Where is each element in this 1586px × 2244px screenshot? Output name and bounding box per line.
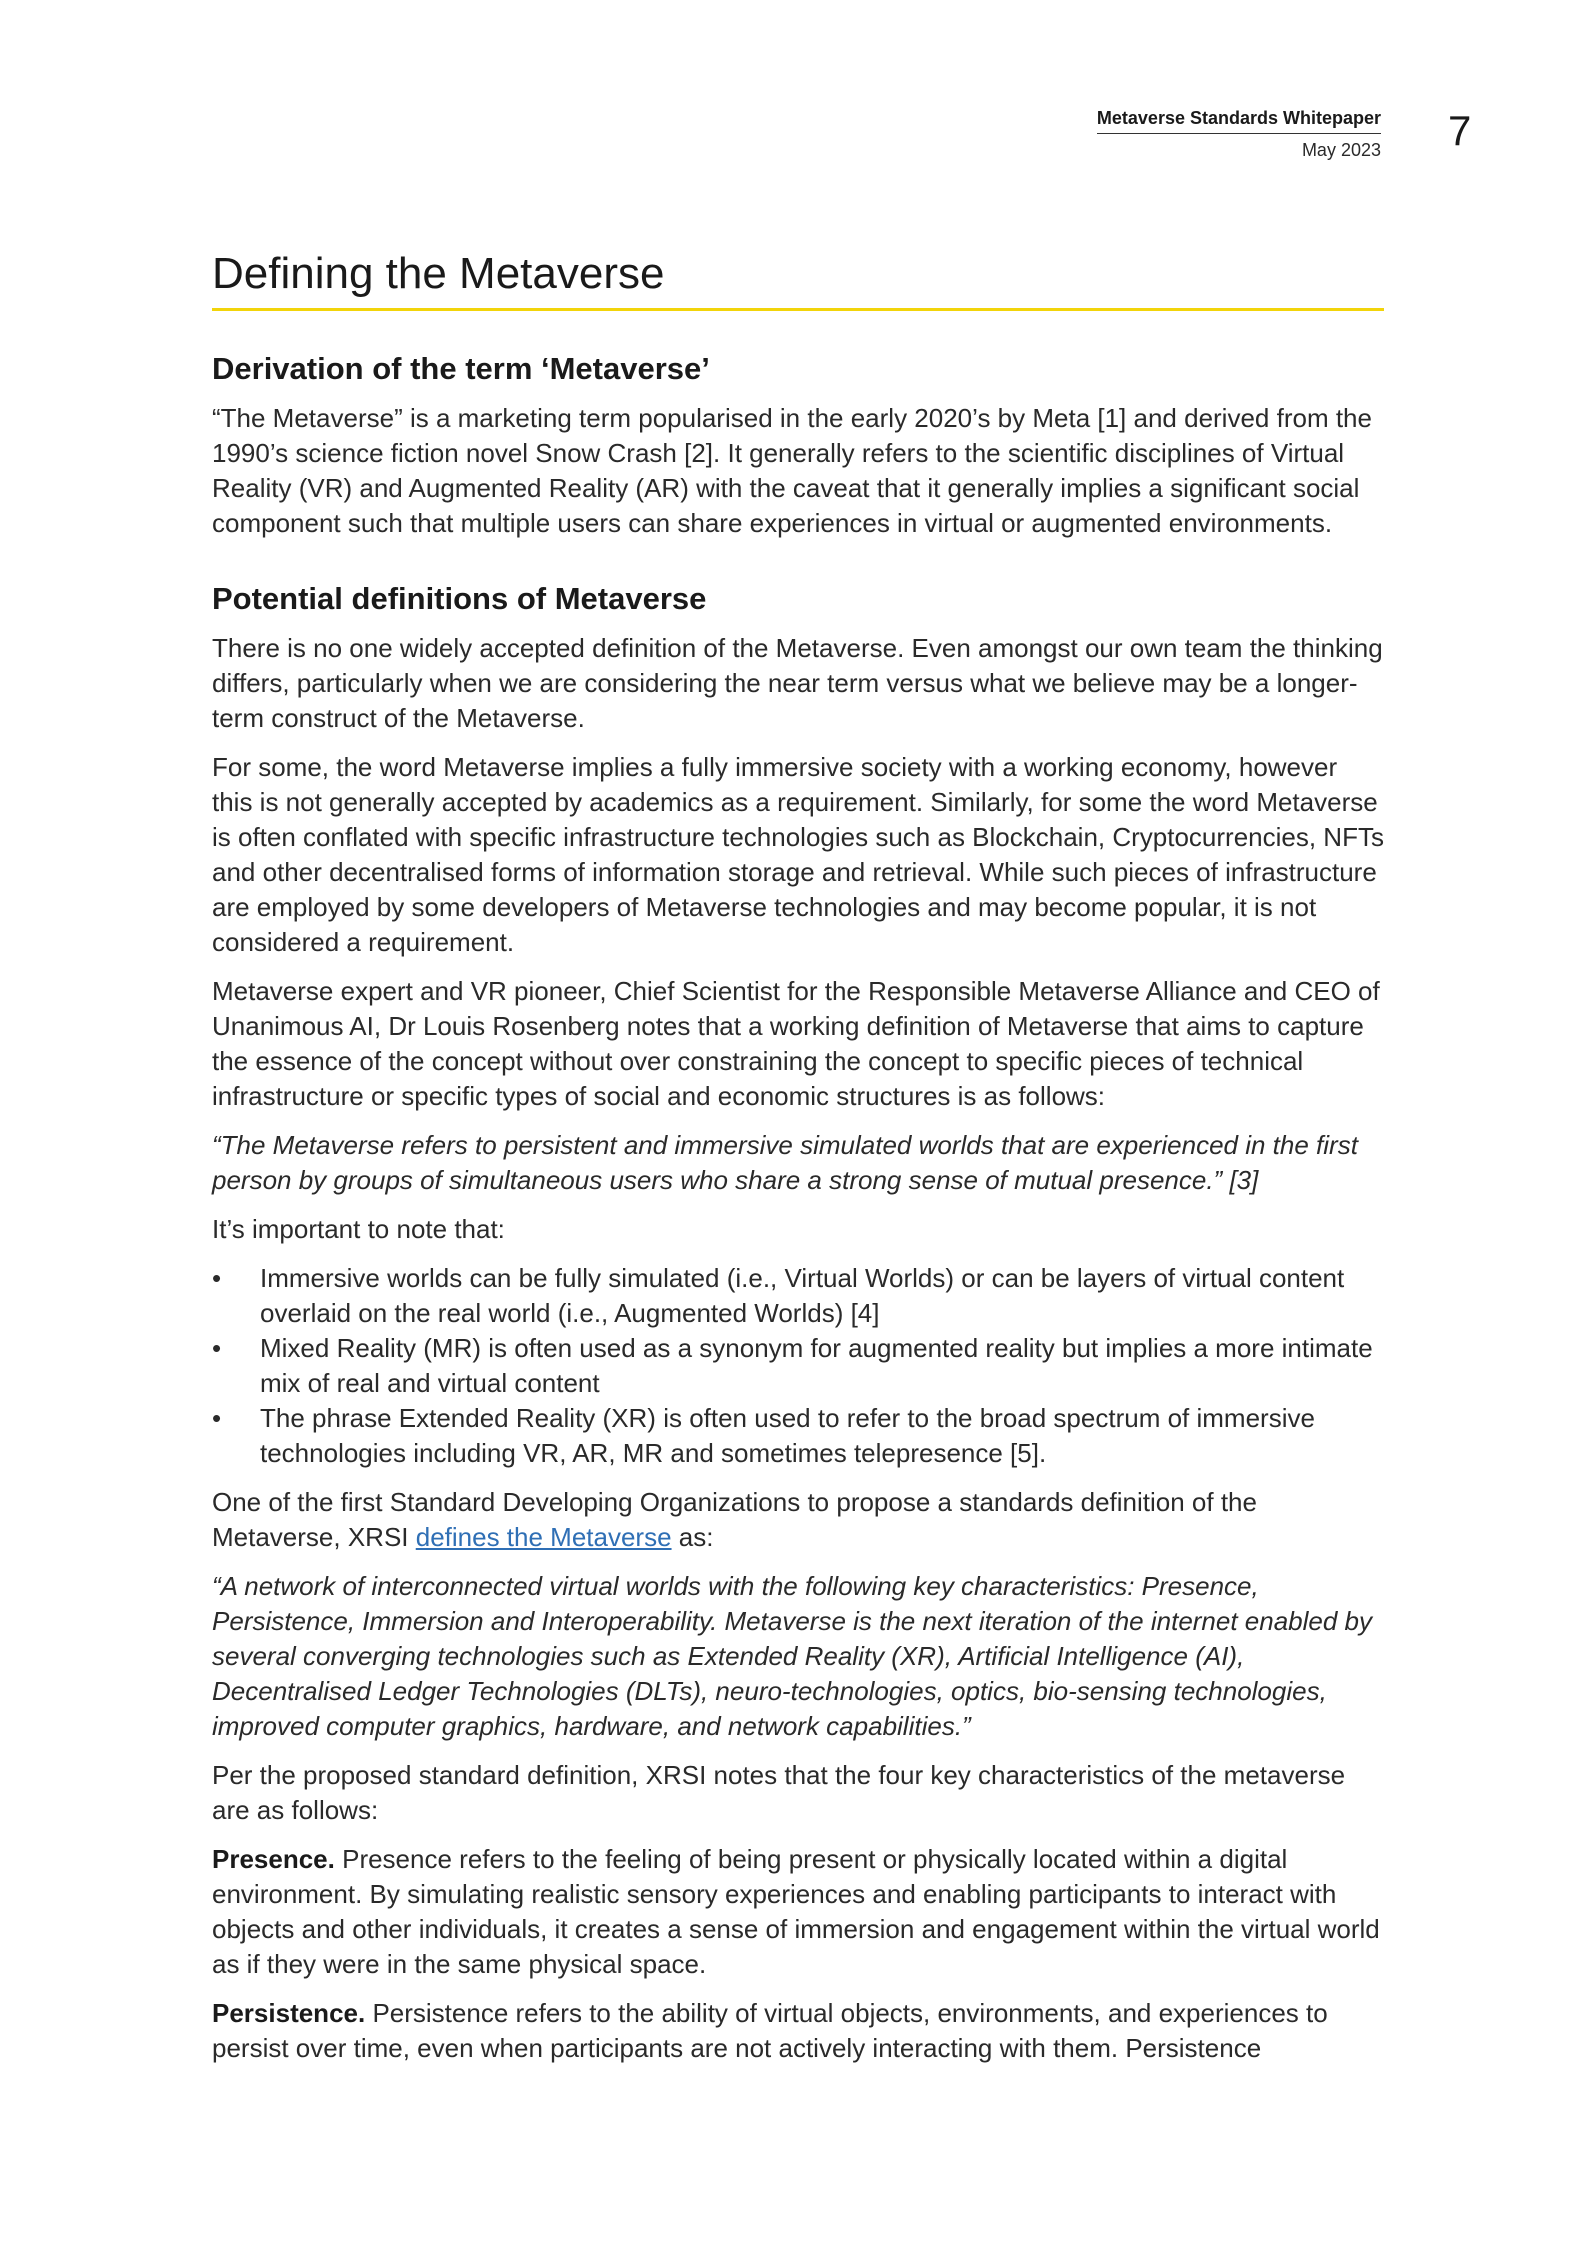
bullet-icon: • <box>212 1402 222 1433</box>
list-item <box>212 1261 1384 1331</box>
notes-list <box>212 1261 1384 1471</box>
bullet-icon: • <box>212 1332 222 1363</box>
defines-metaverse-link[interactable]: defines the Metaverse <box>415 1521 672 1552</box>
list-item <box>212 1401 1384 1471</box>
document-date: May 2023 <box>1301 140 1381 160</box>
xrsi-paragraph <box>212 1485 1384 1555</box>
bullet-icon: • <box>212 1262 222 1293</box>
definitions-paragraph-3: Metaverse expert and VR pioneer, Chief Scientist for the Responsible Metaverse Alliance and CEO of Unanimous AI, Dr Louis Rosenberg notes that a working definition of Metaverse that aims to capture the essence of the concept without over constraining the concept to specific pieces of technical infrastructure or specific types of social and economic structures is as follows: <box>212 975 1380 1111</box>
note-intro: It’s important to note that: <box>212 1213 505 1244</box>
characteristics-intro: Per the proposed standard definition, XRSI notes that the four key characteristics of the metaverse are as follows: <box>212 1759 1346 1825</box>
running-header <box>1097 108 1381 161</box>
rosenberg-quote: “The Metaverse refers to persistent and immersive simulated worlds that are experienced in the first person by groups of simultaneous users who share a strong sense of mutual presence.” [3] <box>212 1129 1358 1195</box>
xrsi-text-before: One of the first Standard Developing Organizations to propose a standards definition of the Metaverse, XRSI <box>212 1486 1257 1552</box>
page-body <box>212 250 1384 2080</box>
derivation-paragraph: “The Metaverse” is a marketing term popularised in the early 2020’s by Meta [1] and derived from the 1990’s science fiction novel Snow Crash [2]. It generally refers to the scientific disciplines of Virtual Reality (VR) and Augmented Reality (AR) with the caveat that it generally implies a significant social component such that multiple users can share experiences in virtual or augmented environments. <box>212 403 1372 539</box>
list-item <box>212 1331 1384 1401</box>
xrsi-text-after: as: <box>671 1521 714 1552</box>
document-title: Metaverse Standards Whitepaper <box>1097 108 1381 134</box>
list-item-text: Immersive worlds can be fully simulated (i.e., Virtual Worlds) or can be layers of virtual content overlaid on the real world (i.e., Augmented Worlds) [4] <box>260 1262 1345 1328</box>
presence-text: Presence refers to the feeling of being present or physically located within a digital environment. By simulating realistic sensory experiences and enabling participants to interact with objects and other individuals, it creates a sense of immersion and engagement within the virtual world as if they were in the same physical space. <box>212 1843 1380 1979</box>
presence-paragraph <box>212 1842 1384 1982</box>
xrsi-quote: “A network of interconnected virtual worlds with the following key characteristics: Presence, Persistence, Immersion and Interoperability. Metaverse is the next iteration of the internet enabled by several converging technologies such as Extended Reality (XR), Artificial Intelligence (AI), Decentralised Ledger Technologies (DLTs), neuro-technologies, optics, bio-sensing technologies, improved computer graphics, hardware, and network capabilities.” <box>212 1570 1373 1741</box>
persistence-paragraph <box>212 1996 1384 2066</box>
persistence-text: Persistence refers to the ability of virtual objects, environments, and experiences to persist over time, even when participants are not actively interacting with them. Persistence <box>212 1997 1328 2063</box>
definitions-heading: Potential definitions of Metaverse <box>212 581 707 617</box>
list-item-text: Mixed Reality (MR) is often used as a synonym for augmented reality but implies a more intimate mix of real and virtual content <box>260 1332 1373 1398</box>
page-number: 7 <box>1448 107 1472 154</box>
presence-label: Presence. <box>212 1843 335 1874</box>
definitions-paragraph-1: There is no one widely accepted definition of the Metaverse. Even amongst our own team the thinking differs, particularly when we are considering the near term versus what we believe may be a longer-term construct of the Metaverse. <box>212 632 1383 733</box>
definitions-paragraph-2: For some, the word Metaverse implies a fully immersive society with a working economy, however this is not generally accepted by academics as a requirement. Similarly, for some the word Metaverse is often conflated with specific infrastructure technologies such as Blockchain, Cryptocurrencies, NFTs and other decentralised forms of information storage and retrieval. While such pieces of infrastructure are employed by some developers of Metaverse technologies and may become popular, it is not considered a requirement. <box>212 751 1384 957</box>
derivation-heading: Derivation of the term ‘Metaverse’ <box>212 351 710 387</box>
persistence-label: Persistence. <box>212 1997 366 2028</box>
list-item-text: The phrase Extended Reality (XR) is often used to refer to the broad spectrum of immersive technologies including VR, AR, MR and sometimes telepresence [5]. <box>260 1402 1315 1468</box>
section-title: Defining the Metaverse <box>212 250 1384 311</box>
